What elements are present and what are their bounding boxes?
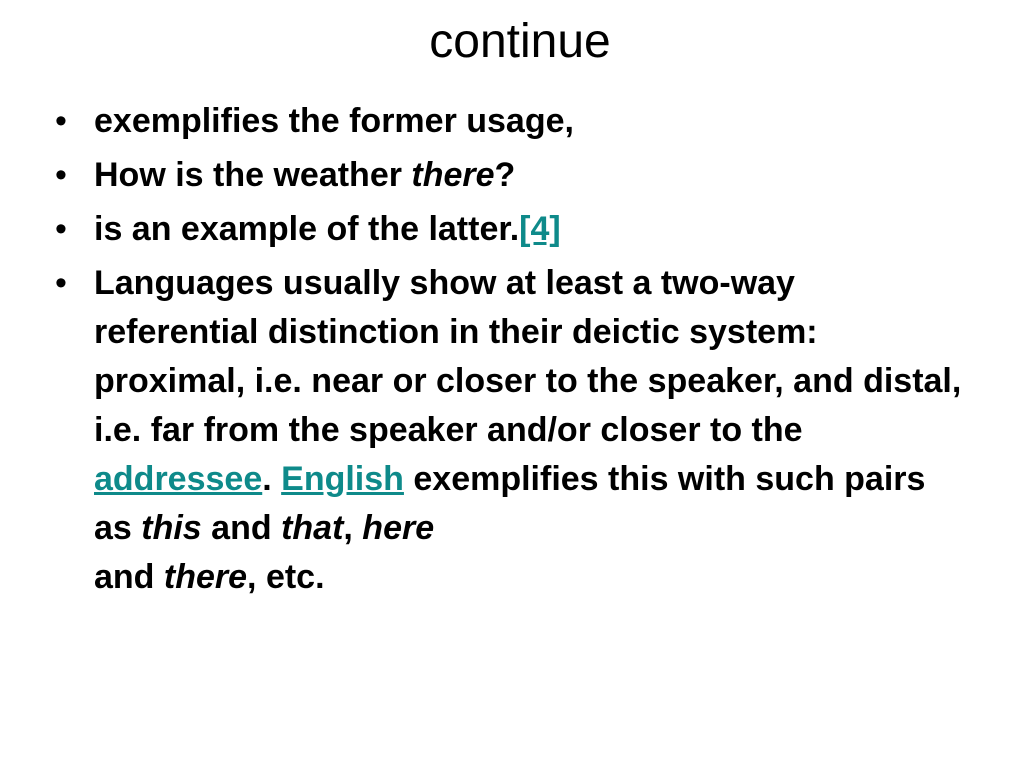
bullet-text: Languages usually show at least a two-way referential distinction in their deictic system: proximal, i.e. near or closer to the speaker, and distal, i.e. far from the speaker and/or closer to the	[94, 264, 962, 449]
bullet-dot-icon: •	[55, 156, 67, 194]
bullet-dot-icon: •	[55, 264, 67, 302]
bullet-item-former-usage	[55, 97, 955, 146]
bullet-text: ,	[343, 509, 363, 547]
bullet-item-deictic-system	[55, 259, 964, 602]
bullet-text-end: , etc.	[247, 558, 325, 596]
italic-word-here: here	[362, 509, 435, 547]
bullet-text: exemplifies the former usage,	[94, 102, 574, 140]
italic-word-there: there	[163, 558, 248, 596]
bullet-text: and	[201, 509, 282, 547]
italic-word-there: there	[411, 156, 495, 194]
addressee-link[interactable]: addressee	[94, 460, 263, 498]
english-link[interactable]: English	[281, 460, 404, 498]
bullet-text-separator: .	[262, 460, 282, 498]
bullet-item-weather-question	[55, 151, 955, 200]
reference-link-4[interactable]: [4]	[519, 210, 561, 248]
slide-title: continue	[429, 15, 611, 68]
bullet-text-end: ?	[494, 156, 516, 194]
bullet-dot-icon: •	[55, 210, 67, 248]
italic-word-this: this	[141, 509, 202, 547]
bullet-list	[55, 97, 962, 607]
bullet-item-latter-example	[55, 205, 955, 254]
italic-word-that: that	[281, 509, 344, 547]
bullet-text: How is the weather	[94, 156, 412, 194]
bullet-text: and	[94, 558, 164, 596]
bullet-text: is an example of the latter.	[94, 210, 520, 248]
bullet-text: exemplifies this with such pairs as	[94, 460, 926, 547]
bullet-dot-icon: •	[55, 102, 67, 140]
